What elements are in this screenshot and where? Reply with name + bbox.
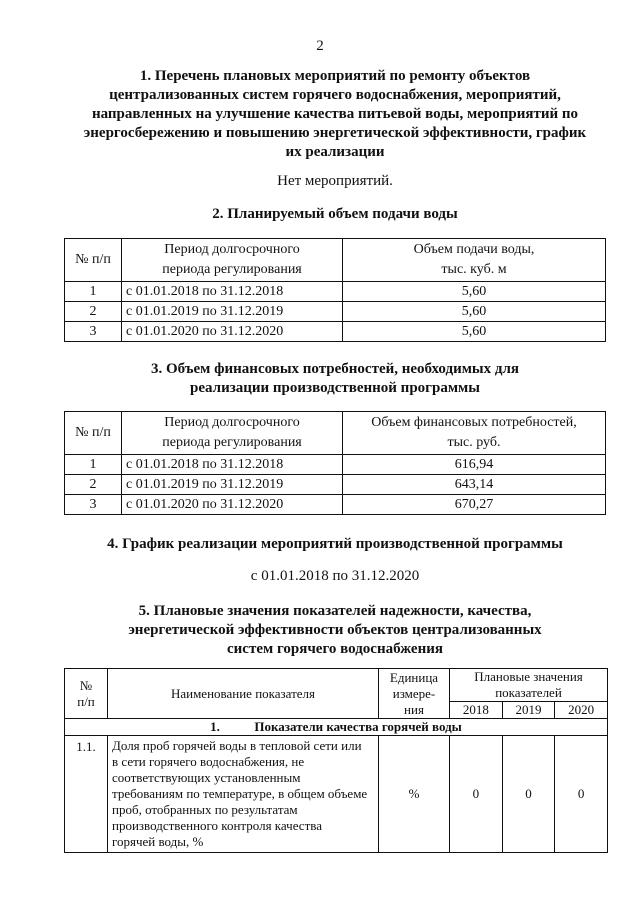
table-row bbox=[65, 282, 606, 302]
header-line: измере- bbox=[392, 685, 436, 701]
header-line: ния bbox=[404, 701, 424, 717]
cell-num: 1 bbox=[65, 455, 122, 475]
name-line: Доля проб горячей воды в тепловой сети или bbox=[112, 738, 362, 753]
section1-title bbox=[60, 67, 610, 162]
header-line: Объем финансовых потребностей, bbox=[371, 415, 577, 430]
col-header-num: № п/п bbox=[65, 412, 122, 455]
section3-title-line: 3. Объем финансовых потребностей, необходимых для bbox=[150, 361, 520, 377]
financial-needs-table bbox=[64, 411, 606, 515]
cell-value: 5,60 bbox=[343, 302, 606, 322]
cell-value: 670,27 bbox=[343, 495, 606, 515]
cell-value: 5,60 bbox=[343, 322, 606, 342]
cell-period: с 01.01.2018 по 31.12.2018 bbox=[122, 282, 343, 302]
name-line: горячей воды, % bbox=[112, 834, 204, 849]
table-row bbox=[65, 736, 608, 853]
section3-title bbox=[60, 360, 610, 398]
cell-unit: % bbox=[379, 736, 450, 853]
section5-title bbox=[60, 602, 610, 659]
water-supply-table bbox=[64, 238, 606, 342]
table-row bbox=[65, 455, 606, 475]
section3-title-line: реализации производственной программы bbox=[190, 380, 480, 396]
name-line: в сети горячего водоснабжения, не bbox=[112, 754, 305, 769]
cell-period: с 01.01.2018 по 31.12.2018 bbox=[122, 455, 343, 475]
section1-title-line: централизованных систем горячего водоснабжения, мероприятий, bbox=[109, 87, 561, 103]
col-header-value bbox=[343, 239, 606, 282]
table-header-row bbox=[65, 239, 606, 282]
header-line: Период долгосрочного bbox=[164, 415, 300, 430]
indicators-table bbox=[64, 668, 608, 853]
col-header-year: 2019 bbox=[502, 702, 555, 719]
section5-title-line: энергетической эффективности объектов централизованных bbox=[128, 622, 542, 638]
cell-num: 3 bbox=[65, 322, 122, 342]
section4-text: с 01.01.2018 по 31.12.2020 bbox=[250, 568, 420, 584]
cell-num: 1 bbox=[65, 282, 122, 302]
section1-title-line: энергосбережению и повышению энергетической эффективности, график bbox=[83, 125, 587, 141]
section5-title-line: систем горячего водоснабжения bbox=[227, 641, 443, 657]
header-line: показателей bbox=[495, 685, 562, 700]
section4-title: 4. График реализации мероприятий производственной программы bbox=[107, 536, 563, 552]
name-line: производственного контроля качества bbox=[112, 818, 322, 833]
cell-num: 1.1. bbox=[65, 736, 108, 853]
header-line: тыс. руб. bbox=[447, 435, 501, 450]
section1-text: Нет мероприятий. bbox=[277, 173, 393, 189]
section1-title-line: 1. Перечень плановых мероприятий по ремонту объектов bbox=[139, 68, 531, 84]
group-title: Показатели качества горячей воды bbox=[254, 719, 462, 734]
header-line: № bbox=[79, 677, 93, 693]
col-header-num bbox=[65, 669, 108, 719]
cell-num: 2 bbox=[65, 302, 122, 322]
col-header-value bbox=[343, 412, 606, 455]
cell-value: 643,14 bbox=[343, 475, 606, 495]
table-row bbox=[65, 475, 606, 495]
header-line: п/п bbox=[77, 693, 95, 709]
header-line: Период долгосрочного bbox=[164, 242, 300, 257]
col-header-unit bbox=[379, 669, 450, 719]
cell-value: 5,60 bbox=[343, 282, 606, 302]
header-line: Плановые значения bbox=[474, 669, 583, 684]
cell-num: 2 bbox=[65, 475, 122, 495]
col-header-num: № п/п bbox=[65, 239, 122, 282]
group-num: 1. bbox=[210, 719, 220, 734]
header-line: тыс. куб. м bbox=[441, 262, 507, 277]
col-header-period bbox=[122, 239, 343, 282]
name-line: проб, отобранных по результатам bbox=[112, 802, 298, 817]
table-row bbox=[65, 495, 606, 515]
section1-title-line: их реализации bbox=[285, 144, 385, 160]
cell-period: с 01.01.2020 по 31.12.2020 bbox=[122, 495, 343, 515]
group-row bbox=[65, 719, 608, 736]
table-header-row bbox=[65, 669, 608, 702]
page-number: 2 bbox=[316, 38, 324, 54]
table-header-row bbox=[65, 412, 606, 455]
col-header-period bbox=[122, 412, 343, 455]
cell-period: с 01.01.2019 по 31.12.2019 bbox=[122, 475, 343, 495]
col-header-year: 2018 bbox=[450, 702, 503, 719]
cell-num: 3 bbox=[65, 495, 122, 515]
col-header-name: Наименование показателя bbox=[108, 669, 379, 719]
cell-value: 616,94 bbox=[343, 455, 606, 475]
header-line: Объем подачи воды, bbox=[413, 242, 535, 257]
name-line: требованиям по температуре, в общем объеме bbox=[112, 786, 368, 801]
cell-value-2020: 0 bbox=[555, 736, 608, 853]
table-row bbox=[65, 302, 606, 322]
cell-period: с 01.01.2019 по 31.12.2019 bbox=[122, 302, 343, 322]
table-row bbox=[65, 322, 606, 342]
group-title-cell bbox=[65, 719, 608, 736]
section5-title-line: 5. Плановые значения показателей надежности, качества, bbox=[138, 603, 532, 619]
cell-period: с 01.01.2020 по 31.12.2020 bbox=[122, 322, 343, 342]
name-line: соответствующих установленным bbox=[112, 770, 301, 785]
header-line: периода регулирования bbox=[162, 435, 302, 450]
cell-value-2018: 0 bbox=[450, 736, 503, 853]
col-header-year: 2020 bbox=[555, 702, 608, 719]
section1-title-line: направленных на улучшение качества питьевой воды, мероприятий по bbox=[91, 106, 579, 122]
section2-title: 2. Планируемый объем подачи воды bbox=[212, 206, 458, 222]
cell-name bbox=[108, 736, 379, 853]
cell-value-2019: 0 bbox=[502, 736, 555, 853]
header-line: периода регулирования bbox=[162, 262, 302, 277]
header-line: Единица bbox=[389, 669, 439, 685]
col-header-planned bbox=[450, 669, 608, 702]
